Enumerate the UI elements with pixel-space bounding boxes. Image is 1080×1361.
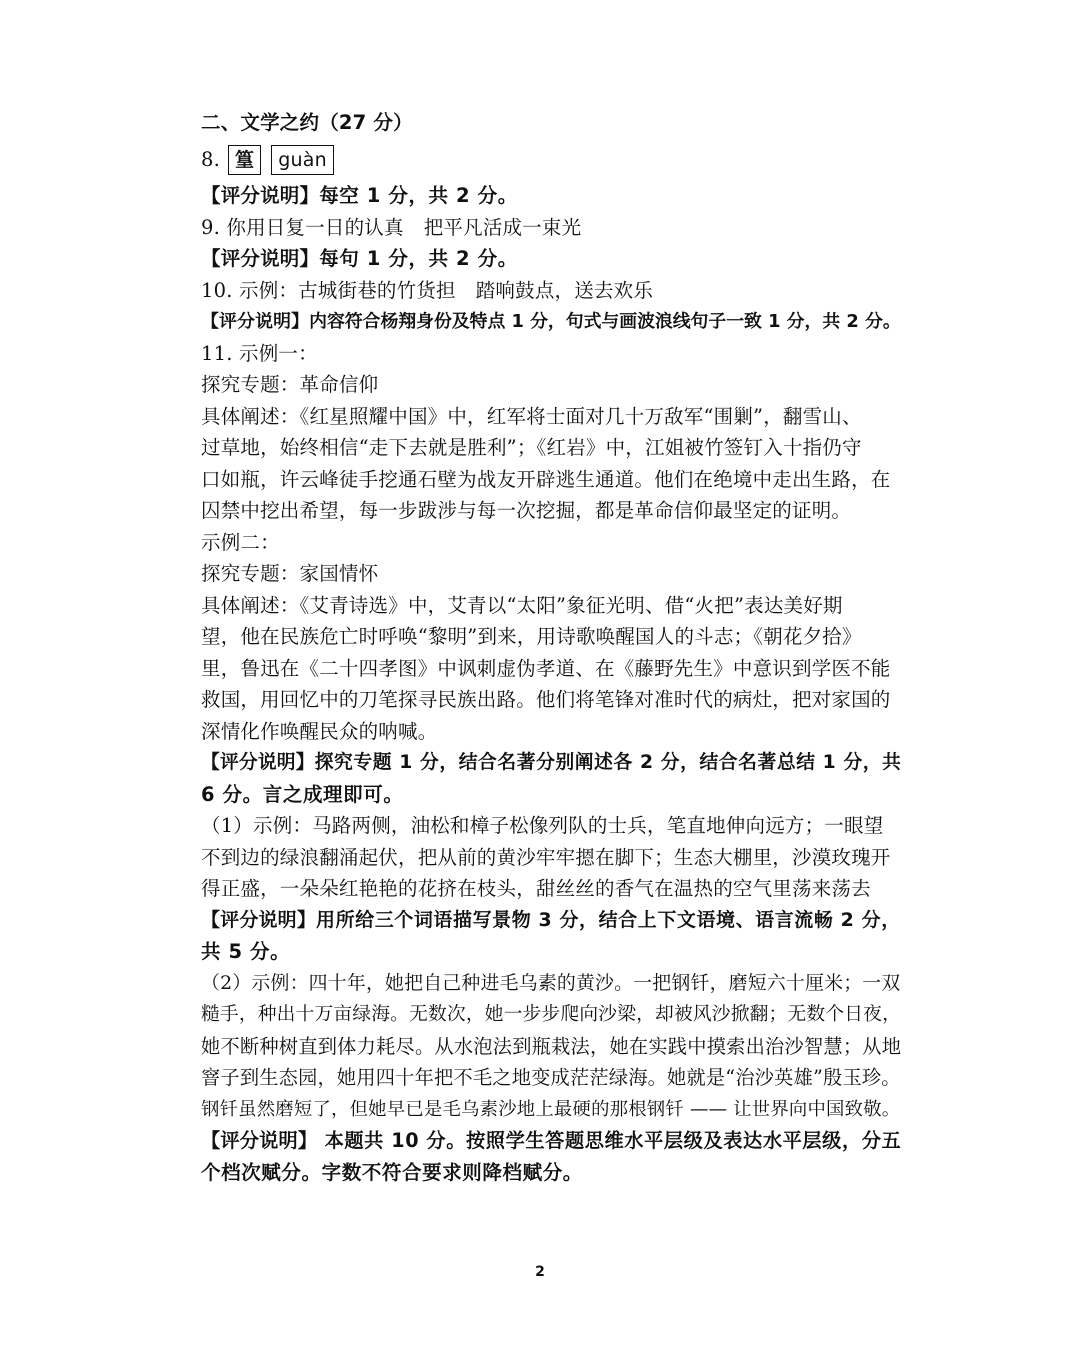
q11-example2-detail-line: 里，鲁迅在《二十四孝图》中讽刺虚伪孝道、在《藤野先生》中意识到学医不能 xyxy=(201,656,891,680)
q11-example2-detail-line: 深情化作唤醒民众的呐喊。 xyxy=(201,719,438,743)
q12-1-scoring-note-cont xyxy=(201,936,891,968)
q11-scoring-note-cont xyxy=(201,779,891,811)
page-number: 2 xyxy=(535,1264,545,1280)
scoring-text: 探究专题 1 分，结合名著分别阐述各 2 分，结合名著总结 1 分，共 xyxy=(314,752,902,773)
q9-scoring-note xyxy=(201,243,891,275)
scoring-tag: 【评分说明】 xyxy=(201,247,320,270)
scoring-text: 6 分。言之成理即可。 xyxy=(201,782,404,806)
scoring-text: 共 5 分。 xyxy=(201,940,291,963)
q12-2-answer-line: （2）示例：四十年，她把自己种进毛乌素的黄沙。一把钢钎，磨短六十厘米；一双 xyxy=(201,971,901,994)
q9-answer-part2: 把平凡活成一束光 xyxy=(423,215,582,239)
q11-example1-detail-line: 囚禁中挖出希望，每一步跋涉与每一次挖掘，都是革命信仰最坚定的证明。 xyxy=(201,499,852,522)
question-9 xyxy=(201,212,891,244)
q12-1-answer-line: 得正盛，一朵朵红艳艳的花挤在枝头，甜丝丝的香气在温热的空气里荡来荡去 xyxy=(201,877,871,900)
q12-1-answer-line: （1）示例：马路两侧，油松和樟子松像列队的士兵，笔直地伸向远方；一眼望 xyxy=(201,814,884,837)
question-8 xyxy=(201,142,891,178)
q12-2-answer-line: 钢钎虽然磨短了，但她早已是毛乌素沙地上最硬的那根钢钎 —— 让世界向中国致敬。 xyxy=(201,1098,901,1120)
scoring-tag: 【评分说明】 xyxy=(201,752,315,773)
q8-scoring-note xyxy=(201,180,891,212)
scoring-tag: 【评分说明】 xyxy=(201,184,320,207)
answer-content xyxy=(201,106,902,1188)
q11-example2-detail-line: 具体阐述：《艾青诗选》中，艾青以“太阳”象征光明、借“火把”表达美好期 xyxy=(201,593,843,617)
q12-1-answer-line: 不到边的绿浪翻涌起伏，把从前的黄沙牢牢摁在脚下；生态大棚里，沙漠玫瑰开 xyxy=(201,845,891,869)
q12-2-answer-line: 糙手，种出十万亩绿海。无数次，她一步步爬向沙梁，却被风沙掀翻；无数个日夜， xyxy=(201,1004,901,1025)
q12-1-scoring-note xyxy=(201,905,901,937)
q12-2-answer-line: 窨子到生态园，她用四十年把不毛之地变成茫茫绿海。她就是“治沙英雄”殷玉珍。 xyxy=(201,1066,901,1089)
q11-example2-detail-line: 救国，用回忆中的刀笔探寻民族出路。他们将笔锋对准时代的病灶，把对家国的 xyxy=(201,688,891,711)
q11-label: 11. 示例一： xyxy=(201,341,318,365)
q11-example1-detail-line: 过草地，始终相信“走下去就是胜利”；《红岩》中，江姐被竹签钉入十指仍守 xyxy=(201,436,862,459)
scoring-tag: 【评分说明】 xyxy=(201,311,310,332)
scoring-text: 内容符合杨翔身份及特点 1 分，句式与画波浪线句子一致 1 分，共 2 分。 xyxy=(309,311,901,332)
q10-answer-part1: 10. 示例：古城街巷的竹货担 xyxy=(201,278,456,302)
scoring-tag: 【评分说明】 xyxy=(201,908,317,931)
scoring-text: 本题共 10 分。按照学生答题思维水平层级及表达水平层级，分五 xyxy=(317,1129,902,1152)
q12-2-scoring-note-cont xyxy=(201,1157,891,1189)
q12-2-answer-line: 她不断种树直到体力耗尽。从水泡法到瓶栽法，她在实践中摸索出治沙智慧；从地 xyxy=(201,1034,902,1058)
scoring-tag: 【评分说明】 xyxy=(201,1129,318,1152)
q10-scoring-note xyxy=(201,306,901,338)
scoring-text: 用所给三个词语描写景物 3 分，结合上下文语境、语言流畅 2 分， xyxy=(316,908,901,931)
scoring-text: 每句 1 分，共 2 分。 xyxy=(319,247,518,270)
question-10 xyxy=(201,275,891,307)
q11-example1-detail-line: 口如瓶，许云峰徒手挖通石壁为战友开辟逃生通道。他们在绝境中走出生路，在 xyxy=(201,467,891,491)
scoring-text: 个档次赋分。字数不符合要求则降档赋分。 xyxy=(201,1160,583,1184)
q11-example2-topic: 探究专题：家国情怀 xyxy=(201,562,379,585)
q11-example2-label: 示例二： xyxy=(201,530,280,554)
scoring-text: 每空 1 分，共 2 分。 xyxy=(319,184,518,207)
q11-scoring-note xyxy=(201,747,902,779)
answer-pinyin-box: guàn xyxy=(271,145,334,175)
q11-example2-detail-line: 望，他在民族危亡时呼唤“黎明”到来，用诗歌唤醒国人的斗志；《朝花夕拾》 xyxy=(201,625,862,648)
q10-answer-part2: 踏响鼓点，送去欢乐 xyxy=(475,278,654,302)
q11-example1-topic: 探究专题：革命信仰 xyxy=(201,373,379,396)
q9-answer-part1: 9. 你用日复一日的认真 xyxy=(201,215,404,239)
section-title: 二、文学之约（27 分） xyxy=(201,111,413,134)
q12-2-scoring-note xyxy=(201,1125,902,1157)
q11-example1-detail-line: 具体阐述：《红星照耀中国》中，红军将士面对几十万敌军“围剿”，翻雪山、 xyxy=(201,404,862,428)
question-8-number: 8. xyxy=(201,148,221,172)
answer-char-box: 篁 xyxy=(228,145,261,175)
